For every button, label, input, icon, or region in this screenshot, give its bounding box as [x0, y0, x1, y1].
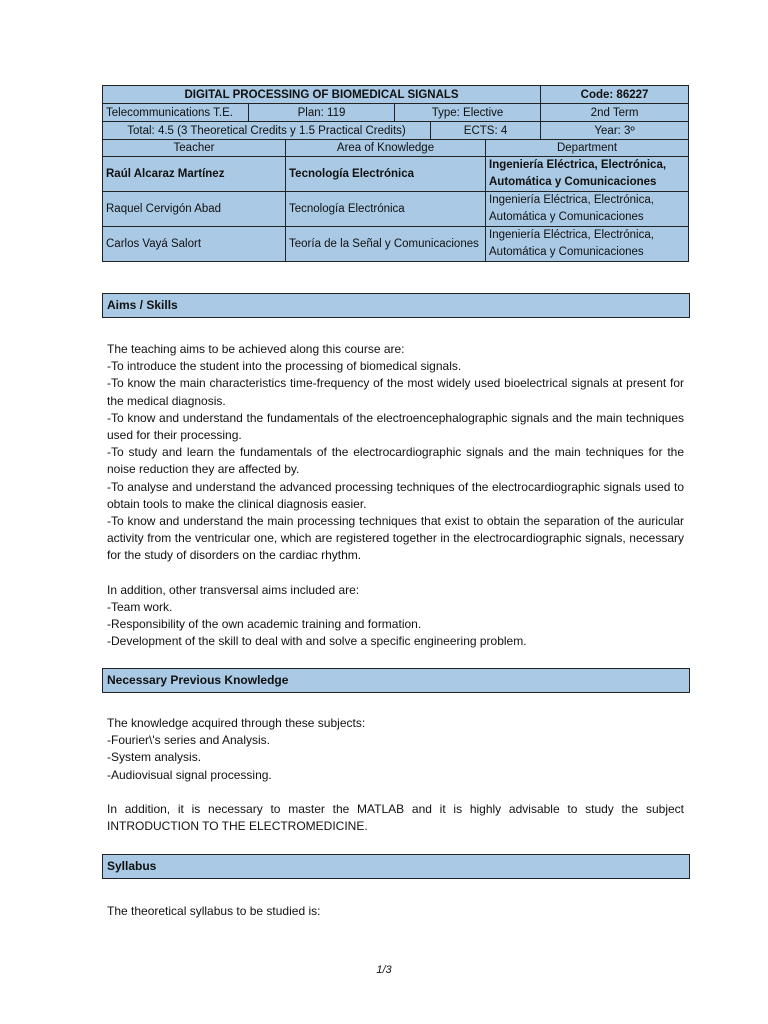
- previous-section-body: [107, 715, 684, 835]
- table-row: [103, 227, 689, 262]
- teacher-name: Raúl Alcaraz Martínez: [103, 157, 286, 192]
- section-heading-syllabus: Syllabus: [102, 854, 690, 879]
- term-cell: 2nd Term: [541, 104, 689, 122]
- teacher-header: Teacher: [103, 140, 286, 157]
- table-row: [103, 157, 689, 192]
- teacher-name: Raquel Cervigón Abad: [103, 192, 286, 227]
- credits-cell: Total: 4.5 (3 Theoretical Credits y 1.5 Practical Credits): [103, 122, 431, 140]
- list-item: -Development of the skill to deal with and solve a specific engineering problem.: [107, 634, 527, 649]
- syllabus-intro: The theoretical syllabus to be studied is:: [107, 904, 321, 918]
- page-number: 1/3: [376, 964, 392, 976]
- table-row: [103, 192, 689, 227]
- department-header: Department: [486, 140, 689, 157]
- teacher-area: Tecnología Electrónica: [286, 157, 486, 192]
- list-item: -Fourier\'s series and Analysis.: [107, 733, 271, 748]
- degree-cell: Telecommunications T.E.: [103, 104, 249, 122]
- teacher-department: Ingeniería Eléctrica, Electrónica, Automática y Comunicaciones: [486, 192, 689, 227]
- course-code: Code: 86227: [541, 86, 689, 104]
- list-item: -Responsibility of the own academic training and formation.: [107, 617, 422, 632]
- teacher-area: Tecnología Electrónica: [286, 192, 486, 227]
- previous-note: In addition, it is necessary to master the MATLAB and it is highly advisable to study the subject INTRODUCTION TO THE ELECTROMEDICINE.: [107, 802, 684, 834]
- section-heading-aims: Aims / Skills: [102, 293, 690, 318]
- list-item: -To know the main characteristics time-frequency of the most widely used bioelectrical signals at present for the medical diagnosis.: [107, 376, 684, 408]
- list-item: -System analysis.: [107, 750, 202, 765]
- previous-intro: The knowledge acquired through these subjects:: [107, 716, 366, 730]
- list-item: -To study and learn the fundamentals of the electrocardiographic signals and the main techniques for the noise reduction they are affected by.: [107, 445, 684, 477]
- section-heading-previous-knowledge: Necessary Previous Knowledge: [102, 668, 690, 693]
- list-item: -Team work.: [107, 600, 173, 615]
- list-item: -To introduce the student into the processing of biomedical signals.: [107, 359, 462, 374]
- list-item: -To analyse and understand the advanced processing techniques of the electrocardiographic signals used to obtain tools to make the clinical diagnosis easier.: [107, 479, 684, 511]
- list-item: -To know and understand the main processing techniques that exist to obtain the separation of the auricular activity from the ventricular one, which are registered together in the electrocardiographic signals, necessary for the study of disorders on the cardiac rhythm.: [107, 514, 684, 563]
- year-cell: Year: 3º: [541, 122, 689, 140]
- list-item: -Audiovisual signal processing.: [107, 767, 272, 782]
- aims-intro: The teaching aims to be achieved along this course are:: [107, 342, 405, 356]
- aims-section-body: [107, 341, 684, 651]
- teacher-department: Ingeniería Eléctrica, Electrónica, Automática y Comunicaciones: [486, 227, 689, 262]
- course-info-table: [102, 85, 689, 262]
- transversal-intro: In addition, other transversal aims included are:: [107, 582, 360, 597]
- teacher-area: Teoría de la Señal y Comunicaciones: [286, 227, 486, 262]
- course-title: DIGITAL PROCESSING OF BIOMEDICAL SIGNALS: [103, 86, 541, 104]
- list-item: -To know and understand the fundamentals of the electroencephalographic signals and the main techniques used for their processing.: [107, 410, 684, 443]
- teacher-name: Carlos Vayá Salort: [103, 227, 286, 262]
- plan-cell: Plan: 119: [249, 104, 395, 122]
- area-header: Area of Knowledge: [286, 140, 486, 157]
- teacher-department: Ingeniería Eléctrica, Electrónica, Automática y Comunicaciones: [486, 157, 689, 192]
- syllabus-section-body: [107, 903, 684, 920]
- type-cell: Type: Elective: [395, 104, 541, 122]
- ects-cell: ECTS: 4: [431, 122, 541, 140]
